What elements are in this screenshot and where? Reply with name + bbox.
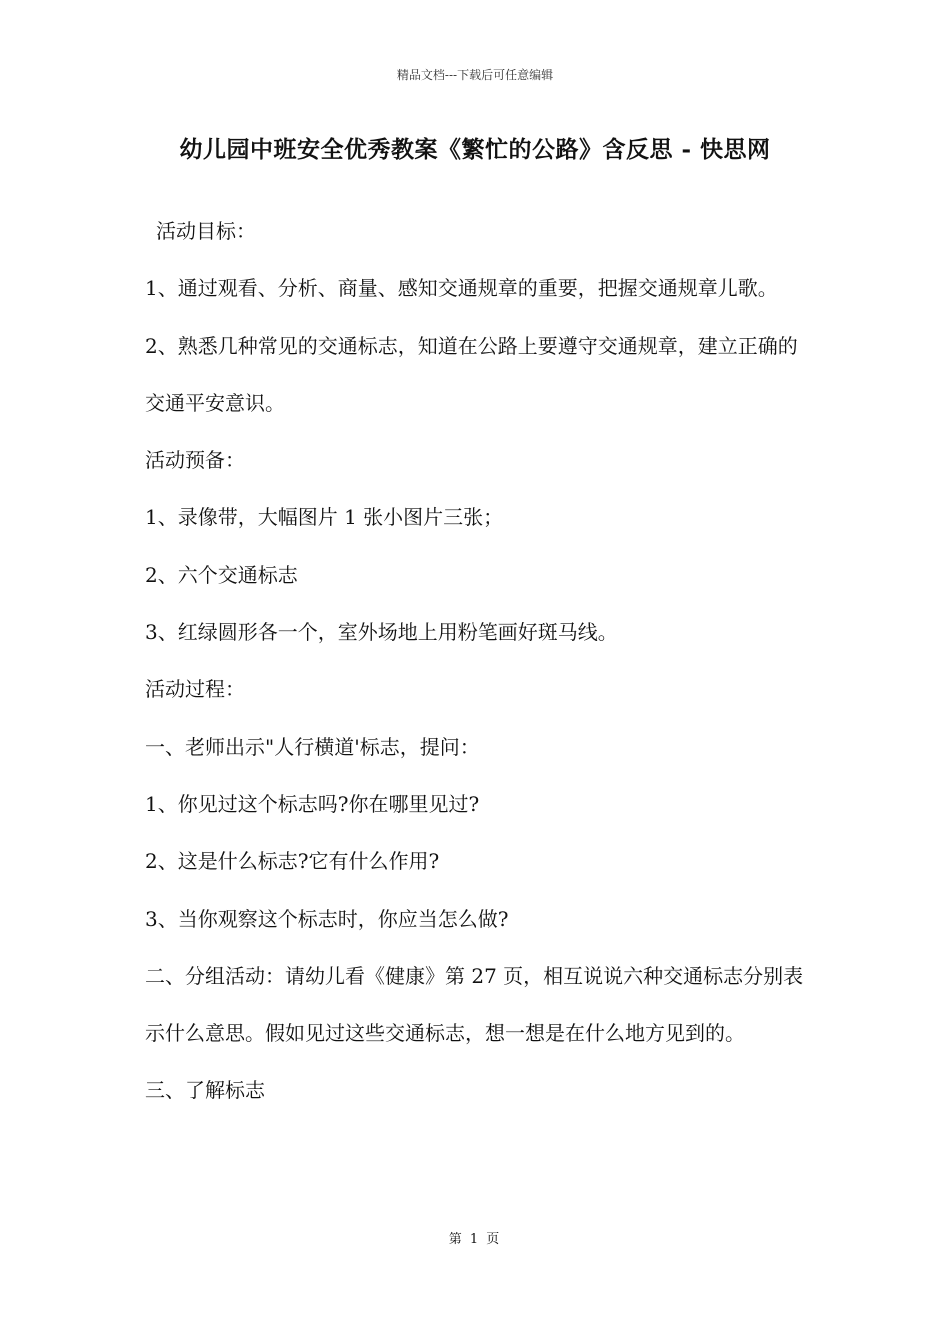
paragraph-step-3: 三、了解标志 bbox=[145, 1078, 265, 1103]
paragraph-question-3: 3、当你观察这个标志时，你应当怎么做? bbox=[145, 906, 509, 931]
page-number: 第 1 页 bbox=[448, 1232, 502, 1247]
document-title: 幼儿园中班安全优秀教案《繁忙的公路》含反思 - 快思网 bbox=[179, 136, 771, 163]
paragraph-preparation-3: 3、红绿圆形各一个，室外场地上用粉笔画好斑马线。 bbox=[145, 620, 618, 645]
header-note: 精品文档---下载后可任意编辑 bbox=[396, 68, 554, 82]
paragraph-step-1: 一、老师出示"人行横道'标志，提问： bbox=[145, 734, 480, 759]
paragraph-goal-2: 2、熟悉几种常见的交通标志，知道在公路上要遵守交通规章，建立正确的交通平安意识。 bbox=[145, 333, 798, 415]
paragraph-preparation-2: 2、六个交通标志 bbox=[145, 562, 298, 587]
paragraph-preparation-heading: 活动预备： bbox=[145, 448, 245, 473]
paragraph-question-2: 2、这是什么标志?它有什么作用? bbox=[145, 849, 440, 874]
paragraph-question-1: 1、你见过这个标志吗?你在哪里见过? bbox=[145, 791, 480, 816]
paragraph-step-2: 二、分组活动：请幼儿看《健康》第 27 页，相互说说六种交通标志分别表示什么意思。假如见过这些交通标志，想一想是在什么地方见到的。 bbox=[145, 963, 804, 1046]
document-body bbox=[145, 203, 810, 1120]
paragraph-preparation-1: 1、录像带，大幅图片 1 张小图片三张； bbox=[145, 505, 504, 530]
paragraph-goal-1: 1、通过观看、分析、商量、感知交通规章的重要，把握交通规章儿歌。 bbox=[145, 276, 778, 301]
paragraph-activity-goals-heading: 活动目标： bbox=[156, 219, 256, 243]
paragraph-process-heading: 活动过程： bbox=[145, 677, 245, 702]
